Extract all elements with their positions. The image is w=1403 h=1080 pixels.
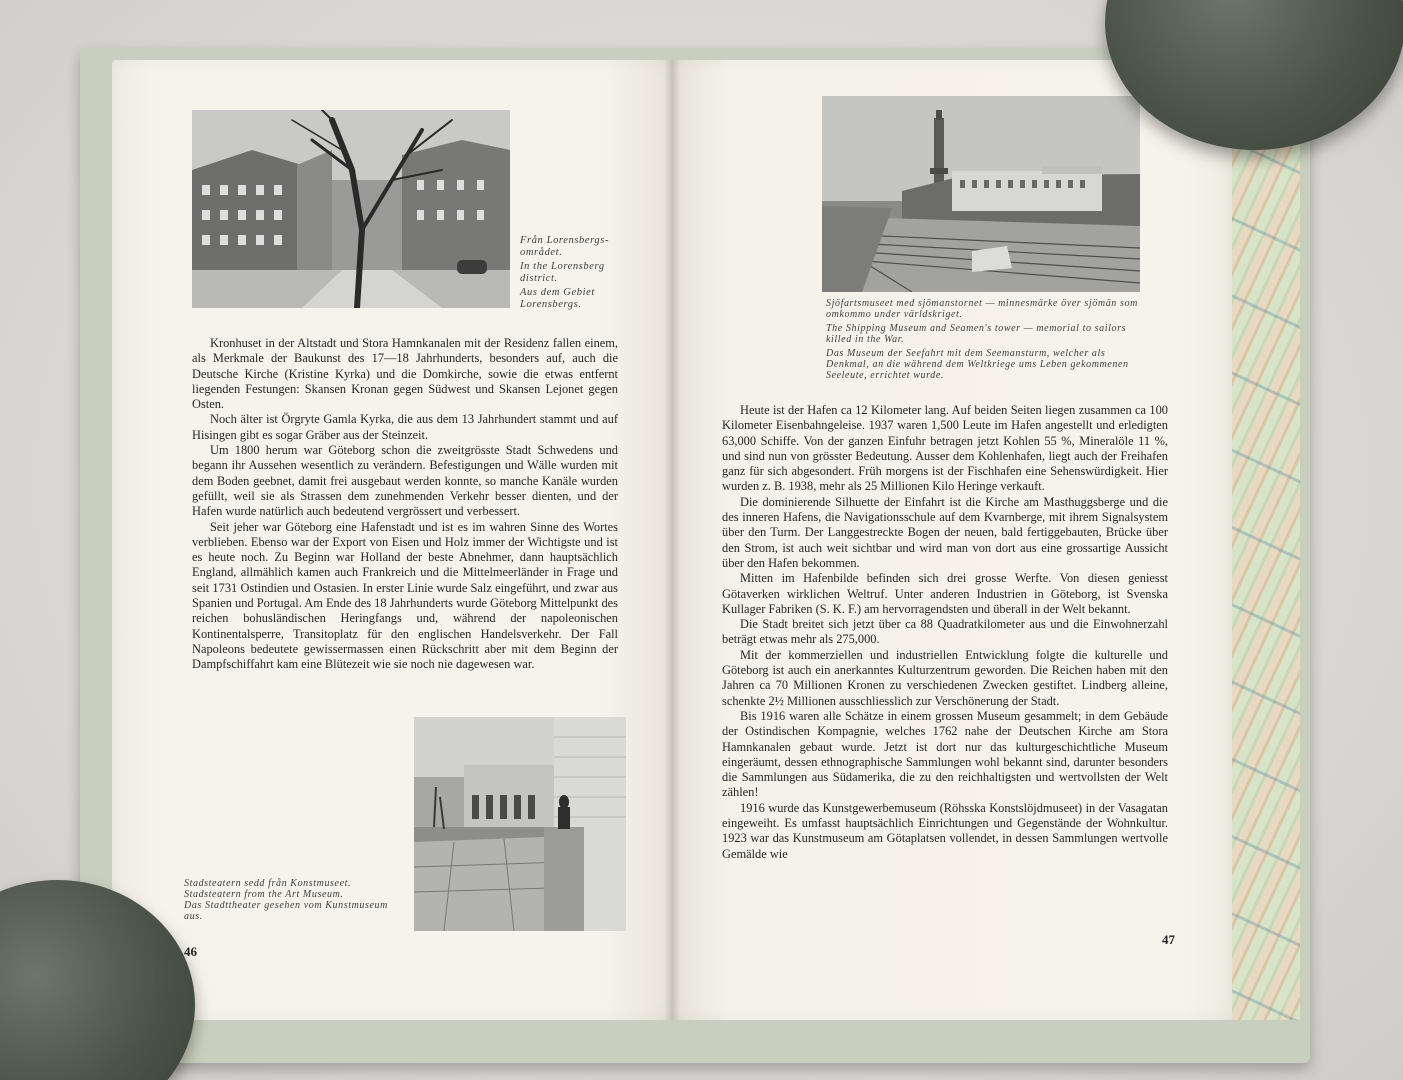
- paragraph: Noch älter ist Örgryte Gamla Kyrka, die aus dem 13 Jahrhundert stammt und auf Hisingen gibt es sogar Gräber aus der Steinzeit.: [192, 412, 618, 442]
- right-body-text: [722, 403, 1168, 862]
- paragraph: Mit der kommerziellen und industriellen Entwicklung folgte die kulturelle und Göteborg ist auch ein anerkanntes Kulturzentrum geworden. Die Reichen haben mit den Jahren ca 70 Millionen Kronen zu verschiedenen Zwecken gestiftet. Lindberg alleine, schenkte 2½ Millionen ausschliesslich zur Verschönerung der Stadt.: [722, 647, 1168, 708]
- lorensberg-photo: [192, 110, 510, 308]
- paragraph: Seit jeher war Göteborg eine Hafenstadt und ist es im wahren Sinne des Wortes verblieben. Ebenso war der Export von Eisen und Holz immer der Wichtigste und ist es heute noch. Zu Beginn war Holland der beste Abnehmer, dann hauptsächlich England, allmählich kamen auch Frankreich und die Mittelmeerländer in Frage und seit 1731 Ostindien und Ostasien. In erster Linie wurde Salz eingeführt, und zwar aus Spanien und Portugal. Am Ende des 18 Jahrhunderts wurde Göteborg Mittelpunkt des reichen bohusländischen Heringfangs und, während der napoleonischen Kontinentalsperre, Transitoplatz für den englischen Handelsverkehr. Der Fall Napoleons bedeutete gewissermassen einen Rückschritt aber mit dem Beginn der Dampfschiffahrt kam eine Blütezeit wie sie noch nie dagewesen war.: [192, 519, 618, 672]
- right-page: [672, 60, 1232, 1020]
- book-gutter: [664, 60, 680, 1020]
- shipping-museum-caption: [826, 298, 1144, 384]
- caption-german: Das Museum der Seefahrt mit dem Seemansturm, welcher als Denkmal, an die während dem Weltkriege ums Leben gekommenen Seeleute, errichtet wurde.: [826, 348, 1129, 381]
- paragraph: Um 1800 herum war Göteborg schon die zweitgrösste Stadt Schwedens und begann ihr Aussehen wesentlich zu verändern. Befestigungen und Wälle wurden mit dem Boden geebnet, damit frei ausgebaut werden konnte, so manche Kanäle wurden gefüllt, weil sie als Strassen dem zunehmenden Verkehr besser dienten, und der Hafen wurde natürlich auch bedeutend vergrössert und verbessert.: [192, 443, 618, 519]
- caption-swedish: Sjöfartsmuseet med sjömanstornet — minnesmärke över sjömän som omkommo under världskriget.: [826, 298, 1138, 320]
- paragraph: Kronhuset in der Altstadt und Stora Hamnkanalen mit der Residenz fallen einem, als Merkmale der Baukunst des 17—18 Jahrhunderts, besonders auf, auch die Deutsche Kirche (Kristine Kyrka) und die Domkirche, sowie die etwas entfernt liegenden Festungen: Skansen Kronan gegen Südwest und Skansen Lejonet gegen Osten.: [192, 336, 618, 412]
- stadsteatern-caption: [184, 878, 406, 922]
- left-body-text: [192, 336, 618, 673]
- paragraph: Bis 1916 waren alle Schätze in einem grossen Museum gesammelt; in dem Gebäude der Ostindischen Kompagnie, welches 1762 nahe der Deutschen Kirche am Stora Hamnkanalen gebaut wurde. Jetzt ist dort nur das kulturgeschichtliche Museum eingeräumt, dessen ethnographische Sammlungen wohl bekannt sind, darunter besonders die Sammlungen aus Südamerika, die zu den reichhaltigsten und wertvollsten der Welt zählen!: [722, 708, 1168, 800]
- caption-german: Das Stadttheater gesehen vom Kunstmuseum aus.: [184, 900, 388, 922]
- caption-swedish: Från Lorensbergs-området.: [520, 235, 610, 258]
- paragraph: Heute ist der Hafen ca 12 Kilometer lang. Auf beiden Seiten liegen zusammen ca 100 Kilometer Eisenbahngeleise. 1937 waren 1,500 Leute im Hafen angestellt und erledigten 63,000 Schiffe. Von der ganzen Einfuhr betragen jetzt Kohlen 55 %, Mineralöle 11 %, und sind nun von grösster Bedeutung. Ausser dem Kohlenhafen, liegt auch der Freihafen ganz für sich abgesondert. Früh morgens ist der Fischhafen eine Sehenswürdigkeit. Hier wurden z. B. 1938, mehr als 25 Millionen Kilo Heringe verkauft.: [722, 403, 1168, 494]
- left-page: [112, 60, 672, 1020]
- paragraph: Die dominierende Silhuette der Einfahrt ist die Kirche am Masthuggsberge und die des inneren Hafens, die Navigationsschule auf dem Kvarnberge, mit ihrem Signalsystem über den Turm. Der Langgestreckte Bogen der neuen, bald fertiggebauten, Brücke über den Strom, ist auch weit sichtbar und wird man von dort aus eine grossartige Aussicht über den Hafen bekommen.: [722, 494, 1168, 570]
- paragraph: Mitten im Hafenbilde befinden sich drei grosse Werfte. Von diesen geniesst Götaverken wirklichen Weltruf. Unter anderen Industrien in Göteborg, ist Svenska Kullager Fabriken (S. K. F.) am hervorragendsten und überall in der Welt bekannt.: [722, 571, 1168, 616]
- paragraph: Die Stadt breitet sich jetzt über ca 88 Quadratkilometer aus und die Einwohnerzahl beträgt etwas mehr als 275,000.: [722, 617, 1168, 647]
- shipping-museum-photo: [822, 96, 1140, 292]
- caption-swedish: Stadsteatern sedd från Konstmuseet.: [184, 878, 352, 889]
- caption-english: Stadsteatern from the Art Museum.: [184, 889, 344, 900]
- page-number: 47: [1162, 932, 1175, 947]
- paragraph: 1916 wurde das Kunstgewerbemuseum (Röhsska Konstslöjdmuseet) in der Vasagatan eingeweiht. Es umfasst hauptsächlich Einrichtungen und Gegenstände der Wohnkultur. 1923 war das Kunstmuseum am Götaplatsen vollendet, in dessen Sammlungen wertvolle Gemälde wie: [722, 800, 1168, 861]
- stadsteatern-photo: [414, 717, 626, 931]
- lorensberg-caption: [520, 235, 640, 313]
- page-number: 46: [184, 944, 197, 959]
- caption-english: The Shipping Museum and Seamen's tower — memorial to sailors killed in the War.: [826, 323, 1127, 345]
- caption-english: In the Lorensberg district.: [520, 261, 605, 284]
- caption-german: Aus dem Gebiet Lorensbergs.: [520, 287, 595, 310]
